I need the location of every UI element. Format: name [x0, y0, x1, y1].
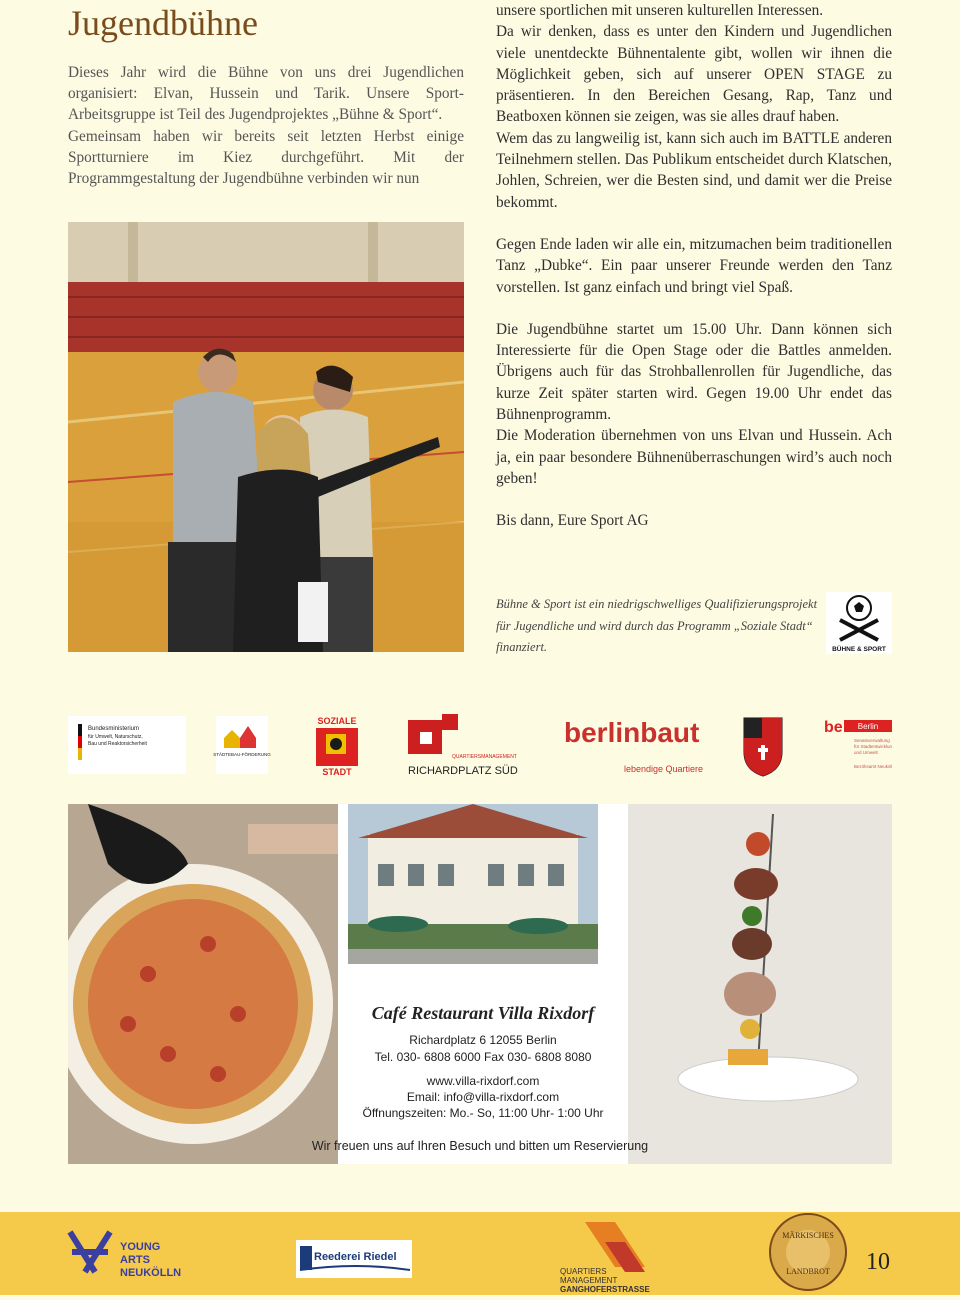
svg-text:für Stadtentwicklung: für Stadtentwicklung	[854, 744, 892, 749]
svg-text:GANGHOFERSTRASSE: GANGHOFERSTRASSE	[560, 1285, 650, 1294]
funding-note: Bühne & Sport ist ein niedrigschwelliges Qualifizierungsprojekt für Jugendliche und wird durch das Programm „Soziale Stadt“ finanziert.	[496, 597, 818, 654]
restaurant-hours: Öffnungszeiten: Mo.- So, 11:00 Uhr- 1:00 Uhr	[362, 1106, 604, 1120]
paragraph: unsere sportlichen mit unseren kulturellen Interessen.	[496, 2, 824, 19]
svg-text:Bezirksamt Neukölln: Bezirksamt Neukölln	[854, 764, 892, 769]
signature: Bis dann, Eure Sport AG	[496, 512, 649, 530]
reederei-riedel-logo	[296, 1240, 412, 1278]
svg-text:SOZIALE: SOZIALE	[317, 716, 357, 726]
svg-text:LANDBROT: LANDBROT	[786, 1267, 830, 1276]
svg-text:MANAGEMENT: MANAGEMENT	[560, 1276, 618, 1285]
intro-paragraph: Dieses Jahr wird die Bühne von uns drei Jugendlichen organisiert: Elvan, Hussein und Tarik. Unsere Sport-Arbeitsgruppe ist Teil des Jugendprojektes „Bühne & Sport“.	[68, 64, 464, 124]
berlinbaut-logo	[564, 717, 703, 774]
ad-text-card	[338, 964, 628, 1144]
neukoelln-coat-of-arms	[744, 718, 782, 776]
svg-text:QUARTIERS: QUARTIERS	[560, 1267, 607, 1276]
restaurant-web: www.villa-rixdorf.com	[426, 1074, 540, 1088]
svg-text:Senatsverwaltung: Senatsverwaltung	[854, 738, 890, 743]
svg-text:berlinbaut: berlinbaut	[564, 717, 700, 748]
svg-text:RICHARDPLATZ SÜD: RICHARDPLATZ SÜD	[408, 765, 518, 777]
sponsor-logos	[68, 712, 892, 780]
svg-text:STÄDTEBAU-FÖRDERUNG: STÄDTEBAU-FÖRDERUNG	[213, 752, 271, 757]
gym-photo	[68, 222, 464, 652]
buehne-sport-label: BÜHNE & SPORT	[832, 646, 886, 653]
paragraph: Wem das zu langweilig ist, kann sich auch im BATTLE anderen Teilnehmern stellen. Das Publikum entscheidet durch Klatschen, Johlen, Schreien, wer die Besten sind, und damit wer die Preise bekommt.	[496, 129, 892, 211]
bmu-logo	[68, 716, 186, 774]
svg-text:Bundesministerium: Bundesministerium	[88, 726, 140, 732]
restaurant-address: Richardplatz 6 12055 Berlin	[409, 1033, 557, 1047]
maerkisches-landbrot-logo	[770, 1214, 846, 1290]
buehne-sport-logo	[826, 592, 892, 654]
paragraph: Die Jugendbühne startet um 15.00 Uhr. Dann können sich Interessierte für die Open Stage oder die Battles anmelden. Übrigens auch für das Strohballenrollen für Jugendliche, das kurze Zeit später starten wird. Gegen 19.00 Uhr endet das Bühnenprogramm.	[496, 320, 892, 424]
svg-text:Berlin: Berlin	[857, 722, 879, 731]
second-paragraph: Gemeinsam haben wir bereits seit letzten Herbst einige Sportturniere im Kiez durchgeführt. Mit der Programmgestaltung der Jugendbühne verbinden wir nun	[68, 127, 464, 188]
svg-text:NEUKÖLLN: NEUKÖLLN	[120, 1267, 182, 1279]
svg-text:Reederei Riedel: Reederei Riedel	[314, 1251, 397, 1263]
svg-text:YOUNG: YOUNG	[120, 1241, 161, 1253]
restaurant-email: Email: info@villa-rixdorf.com	[406, 1090, 560, 1104]
restaurant-ad	[68, 804, 892, 1164]
pizza-photo	[68, 804, 338, 1164]
restaurant-name: Café Restaurant Villa Rixdorf	[371, 1003, 595, 1023]
soziale-stadt-logo	[316, 716, 358, 777]
paragraph: Gegen Ende laden wir alle ein, mitzumachen beim traditionellen Tanz „Dubke“. Ein paar unserer Freunde werden den Tanz vorstellen. Ist ganz einfach und bringt viel Spaß.	[496, 235, 892, 296]
qm-richardplatz-logo	[408, 714, 518, 777]
svg-text:QUARTIERSMANAGEMENT: QUARTIERSMANAGEMENT	[452, 754, 517, 760]
svg-text:lebendige Quartiere: lebendige Quartiere	[624, 764, 704, 774]
svg-text:MÄRKISCHES: MÄRKISCHES	[782, 1231, 834, 1240]
paragraph: Da wir denken, dass es unter den Kindern und Jugendlichen viele unentdeckte Bühnentalente gibt, wollen wir ihnen die Möglichkeit geben, sich auf unserer OPEN STAGE zu präsentieren. In den Bereichen Gesang, Rap, Tanz und Beatboxen können sie zeigen, was sie alles drauf haben.	[496, 23, 892, 126]
svg-text:für Umwelt, Naturschutz,: für Umwelt, Naturschutz,	[88, 734, 143, 740]
svg-text:Bau und Reaktorsicherheit: Bau und Reaktorsicherheit	[88, 741, 147, 747]
right-column	[496, 0, 892, 553]
left-column	[68, 62, 464, 189]
page-title: Jugendbühne	[68, 3, 258, 43]
svg-text:ARTS: ARTS	[120, 1254, 150, 1266]
staedtebaufoerderung-logo	[213, 716, 271, 774]
page-number: 10	[866, 1249, 890, 1275]
be-berlin-logo	[824, 719, 892, 769]
restaurant-phone: Tel. 030- 6808 6000 Fax 030- 6808 8080	[374, 1050, 592, 1064]
svg-text:be: be	[824, 719, 843, 736]
svg-text:STADT: STADT	[322, 767, 352, 777]
svg-text:und Umwelt: und Umwelt	[854, 750, 878, 755]
qm-ganghoferstrasse-logo	[560, 1222, 650, 1294]
young-arts-neukoelln-logo	[70, 1232, 181, 1279]
footer-bar	[0, 1212, 960, 1295]
skewer-dish-photo	[628, 804, 892, 1164]
ad-footer-text: Wir freuen uns auf Ihren Besuch und bitten um Reservierung	[311, 1139, 649, 1153]
paragraph: Die Moderation übernehmen von uns Elvan und Hussein. Ach ja, ein paar besondere Bühnenüberraschungen wird’s auch noch geben!	[496, 427, 892, 487]
villa-photo	[348, 804, 598, 964]
